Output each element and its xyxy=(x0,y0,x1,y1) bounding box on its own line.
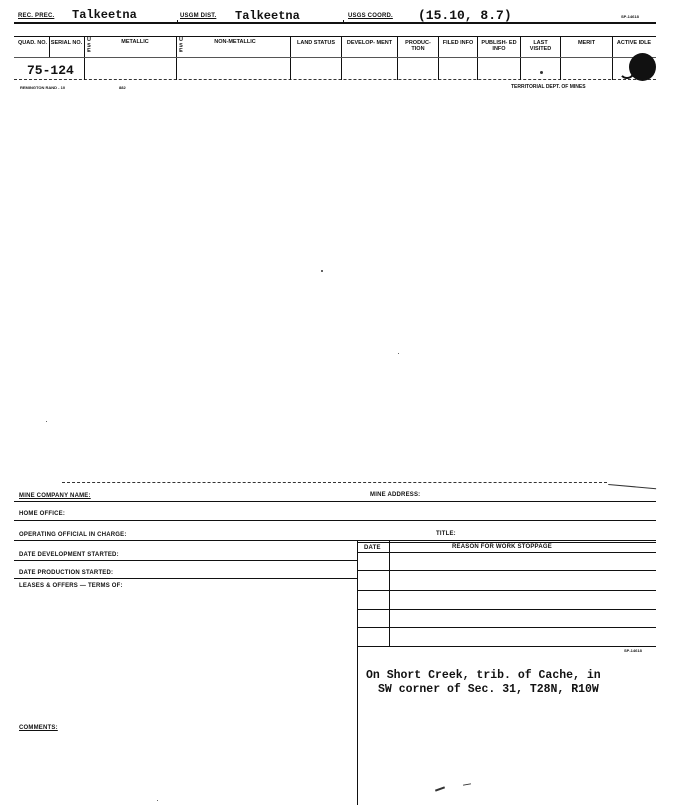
col-serial-no: SERIAL NO. xyxy=(50,40,83,46)
date-production-label: DATE PRODUCTION STARTED: xyxy=(19,570,114,576)
printer-code: 882 xyxy=(119,85,126,90)
rec-prec-label: REC. PREC. xyxy=(18,13,55,19)
col-use-b: U S E xyxy=(179,37,183,54)
dot-mark xyxy=(540,71,543,74)
col-metallic: METALLIC xyxy=(121,39,149,45)
location-line-2: SW corner of Sec. 31, T28N, R10W xyxy=(378,683,599,696)
col-use-a: U S E xyxy=(87,37,91,54)
speck xyxy=(463,783,471,785)
date-column-label: DATE xyxy=(364,545,381,551)
col-development: DEVELOP- MENT xyxy=(346,40,393,46)
col-active-idle: ACTIVE IDLE xyxy=(616,40,652,46)
home-office-label: HOME OFFICE: xyxy=(19,511,66,517)
speck xyxy=(435,786,445,791)
title-label: TITLE: xyxy=(436,531,456,537)
printer-left: REMINGTON RAND - 10 xyxy=(20,85,66,90)
speck xyxy=(46,421,47,422)
form-number-top: SP-14618 xyxy=(621,14,639,19)
usgs-dist-label: USGM DIST. xyxy=(180,13,217,19)
col-filed-info: FILED INFO xyxy=(442,40,474,46)
col-production: PRODUC- TION xyxy=(405,40,431,52)
form-number-bottom: SP-14618 xyxy=(624,648,642,653)
col-quad-no: QUAD. NO. xyxy=(17,40,48,46)
speck xyxy=(321,270,323,272)
department-label: TERRITORIAL DEPT. OF MINES xyxy=(511,84,586,90)
comments-label: COMMENTS: xyxy=(19,725,58,731)
location-line-1: On Short Creek, trib. of Cache, in xyxy=(366,669,601,682)
col-non-metallic: NON-METALLIC xyxy=(214,39,256,45)
usgs-coord-value: (15.10, 8.7) xyxy=(418,8,512,23)
rec-prec-value: Talkeetna xyxy=(72,8,137,22)
mine-company-name-label: MINE COMPANY NAME: xyxy=(19,493,91,499)
speck xyxy=(398,353,399,354)
col-merit: MERIT xyxy=(577,40,596,46)
usgs-coord-label: USGS COORD. xyxy=(348,13,393,19)
reason-column-label: REASON FOR WORK STOPPAGE xyxy=(452,544,552,550)
mine-address-label: MINE ADDRESS: xyxy=(370,492,421,498)
leases-offers-label: LEASES & OFFERS — TERMS OF: xyxy=(19,583,123,589)
col-last-visited: LAST VISITED xyxy=(529,40,552,52)
date-development-label: DATE DEVELOPMENT STARTED: xyxy=(19,552,119,558)
col-land-status: LAND STATUS xyxy=(297,40,335,46)
punch-hole-icon xyxy=(629,53,656,81)
usgs-dist-value: Talkeetna xyxy=(235,9,300,23)
speck xyxy=(157,800,158,801)
operating-official-label: OPERATING OFFICIAL IN CHARGE: xyxy=(19,532,127,538)
record-quad-serial: 75-124 xyxy=(27,63,74,78)
col-published-info: PUBLISH- ED INFO xyxy=(481,40,517,52)
